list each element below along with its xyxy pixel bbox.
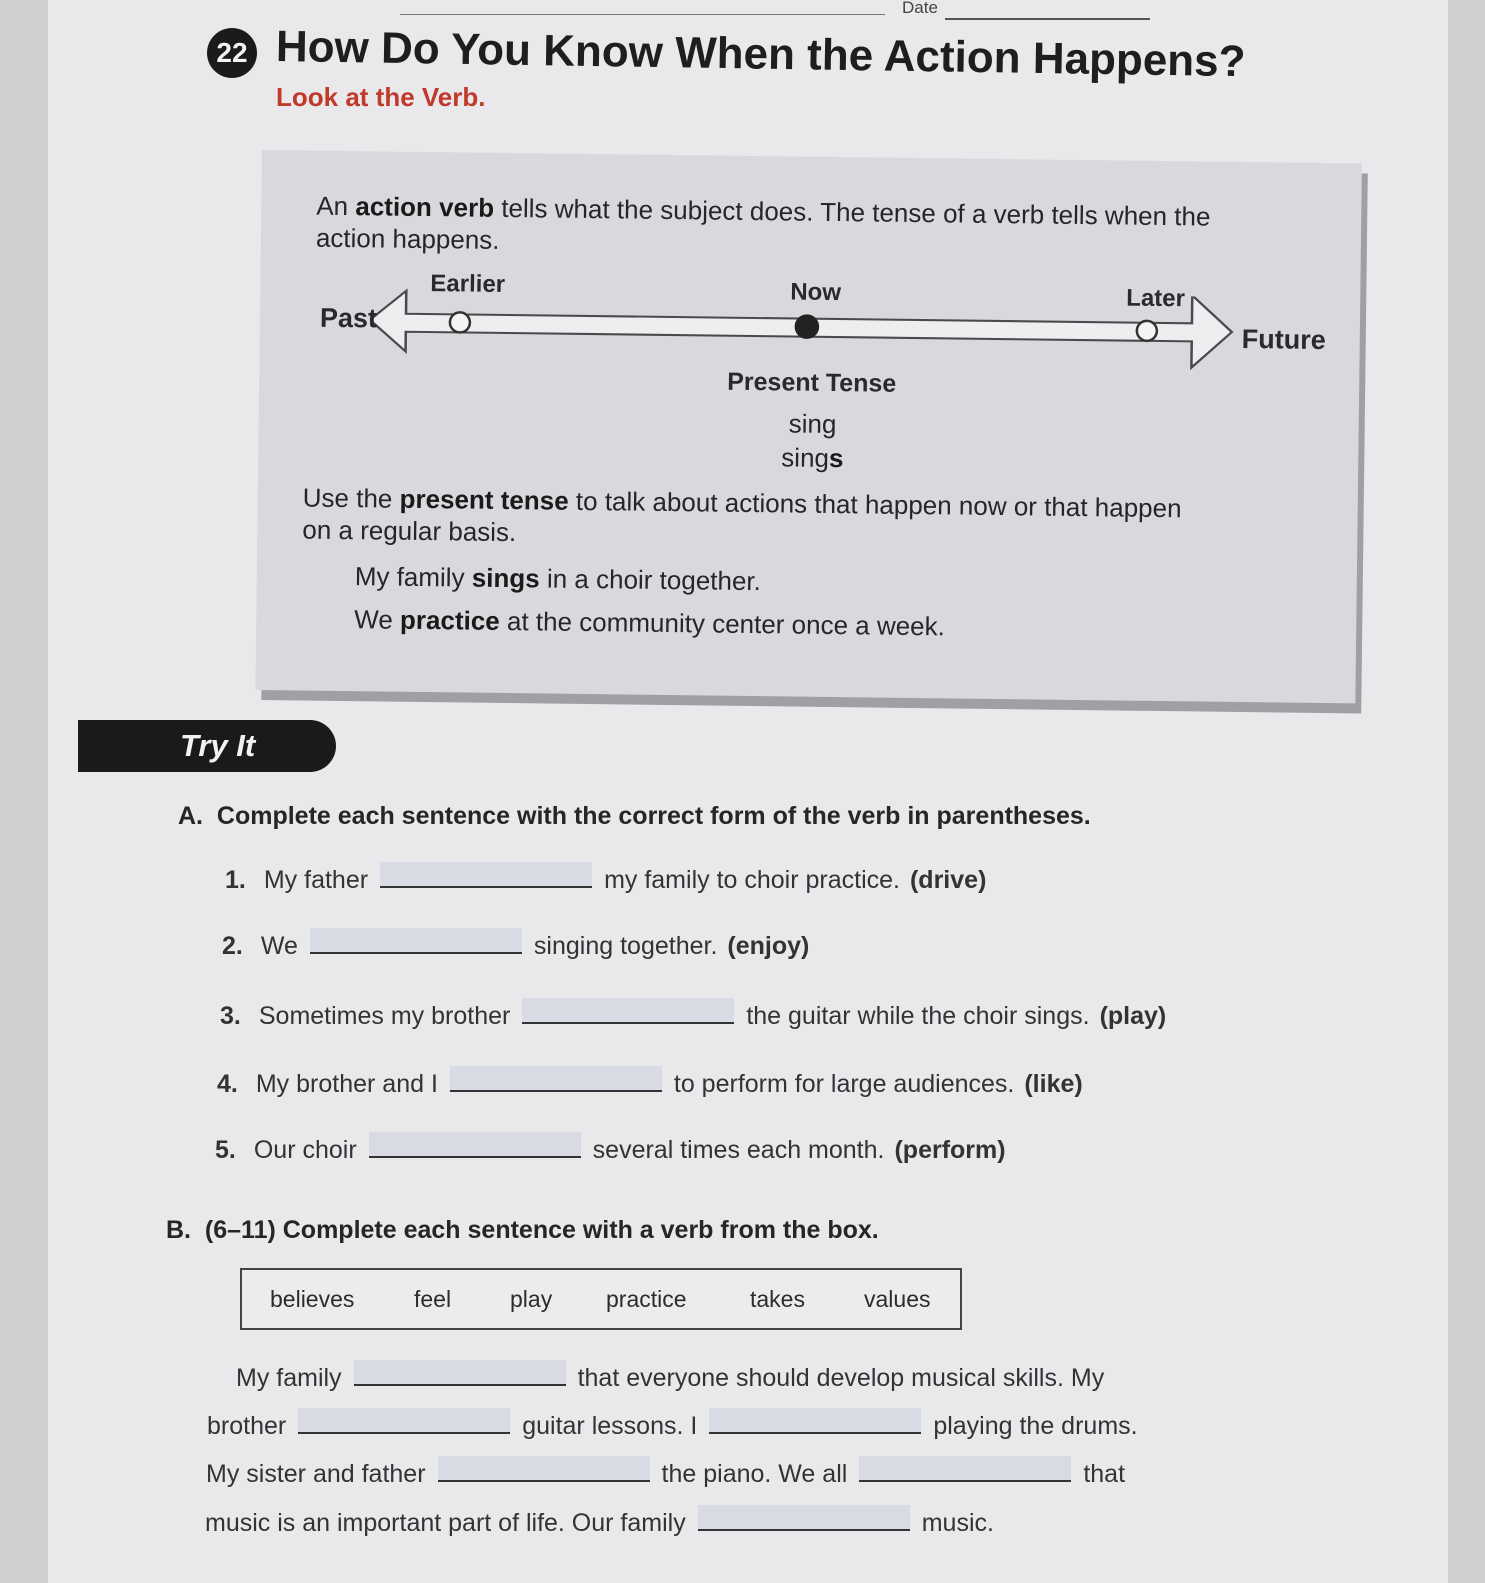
answer-blank-9[interactable] bbox=[438, 1456, 650, 1482]
try-it-banner bbox=[78, 720, 336, 772]
section-a-instruction: A. Complete each sentence with the correct form of the verb in parentheses. bbox=[178, 802, 1091, 830]
timeline-future: Future bbox=[1241, 323, 1326, 356]
exercise-item-2: 2. We singing together. (enjoy) bbox=[222, 928, 809, 961]
example-sentence-1: My family sings in a choir together. bbox=[354, 561, 762, 597]
intro-line-2: action happens. bbox=[315, 222, 500, 255]
paragraph-line-3: My sister and father the piano. We all that bbox=[206, 1456, 1125, 1489]
lesson-number-badge: 22 bbox=[207, 28, 257, 78]
exercise-item-5: 5. Our choir several times each month. (perform) bbox=[215, 1132, 1006, 1165]
answer-blank-11[interactable] bbox=[698, 1505, 910, 1531]
exercise-item-4: 4. My brother and I to perform for large audiences. (like) bbox=[217, 1066, 1083, 1099]
answer-blank-5[interactable] bbox=[369, 1132, 581, 1158]
earlier-marker bbox=[450, 312, 470, 332]
word-box bbox=[240, 1268, 962, 1330]
now-marker bbox=[796, 316, 818, 338]
lesson-box bbox=[255, 150, 1362, 703]
word-values: values bbox=[864, 1286, 931, 1312]
answer-blank-8[interactable] bbox=[709, 1408, 921, 1434]
timeline-earlier: Earlier bbox=[430, 270, 506, 298]
answer-blank-7[interactable] bbox=[298, 1408, 510, 1434]
intro-line-1: An action verb tells what the subject does. The tense of a verb tells when the bbox=[316, 190, 1211, 232]
try-it-label: Try It bbox=[180, 728, 256, 763]
paragraph-line-1: My family that everyone should develop musical skills. My bbox=[236, 1360, 1104, 1393]
date-label: Date bbox=[902, 0, 938, 17]
name-line bbox=[400, 14, 885, 15]
example-sentence-2: We practice at the community center once a week. bbox=[354, 604, 946, 642]
word-feel: feel bbox=[414, 1286, 452, 1312]
section-b-instruction: B. (6–11) Complete each sentence with a verb from the box. bbox=[166, 1216, 879, 1244]
word-believes: believes bbox=[270, 1286, 355, 1312]
timeline-now: Now bbox=[790, 278, 842, 307]
timeline-past: Past bbox=[319, 302, 378, 334]
page-title: How Do You Know When the Action Happens? bbox=[275, 22, 1246, 87]
verb-form-base: sing bbox=[788, 408, 837, 440]
answer-blank-6[interactable] bbox=[354, 1360, 566, 1386]
verb-form-third-person: sings bbox=[781, 442, 844, 474]
usage-line-1: Use the present tense to talk about actions that happen now or that happen bbox=[302, 482, 1182, 524]
present-tense-heading: Present Tense bbox=[727, 367, 897, 398]
exercise-item-3: 3. Sometimes my brother the guitar while the choir sings. (play) bbox=[220, 998, 1166, 1031]
word-practice: practice bbox=[606, 1286, 687, 1312]
page-subtitle: Look at the Verb. bbox=[276, 82, 486, 112]
date-line bbox=[945, 18, 1150, 20]
paragraph-line-4: music is an important part of life. Our family music. bbox=[205, 1505, 994, 1538]
paragraph-line-2: brother guitar lessons. I playing the drums. bbox=[207, 1408, 1138, 1441]
answer-blank-3[interactable] bbox=[522, 998, 734, 1024]
answer-blank-2[interactable] bbox=[310, 928, 522, 954]
answer-blank-4[interactable] bbox=[450, 1066, 662, 1092]
timeline-later: Later bbox=[1126, 284, 1186, 313]
later-marker bbox=[1137, 321, 1157, 341]
answer-blank-10[interactable] bbox=[859, 1456, 1071, 1482]
word-takes: takes bbox=[750, 1286, 805, 1312]
answer-blank-1[interactable] bbox=[380, 862, 592, 888]
exercise-item-1: 1. My father my family to choir practice. (drive) bbox=[225, 862, 986, 895]
usage-line-2: on a regular basis. bbox=[302, 514, 517, 548]
word-play: play bbox=[510, 1286, 553, 1312]
